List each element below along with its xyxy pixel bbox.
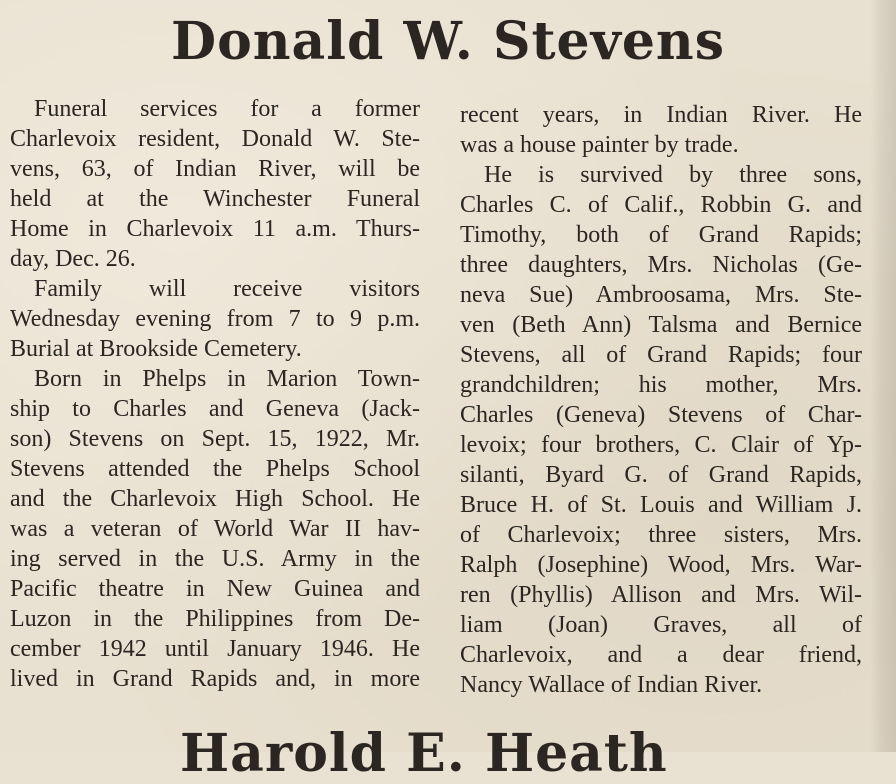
text-line: cember 1942 until January 1946. He	[10, 636, 420, 662]
next-obituary-headline-cropped	[0, 723, 896, 784]
text-line: Ralph (Josephine) Wood, Mrs. War-	[460, 552, 862, 578]
text-line: silanti, Byard G. of Grand Rapids,	[460, 462, 862, 488]
text-line: three daughters, Mrs. Nicholas (Ge-	[460, 252, 862, 278]
text-line: Bruce H. of St. Louis and William J.	[460, 492, 862, 518]
text-line: ven (Beth Ann) Talsma and Bernice	[460, 312, 862, 338]
text-line: Stevens, all of Grand Rapids; four	[460, 342, 862, 368]
text-line: He is survived by three sons,	[484, 162, 862, 188]
text-line: recent years, in Indian River. He	[460, 102, 862, 128]
text-line: was a veteran of World War II hav-	[10, 516, 420, 542]
text-line: liam (Joan) Graves, all of	[460, 612, 862, 638]
text-line: Charlevoix, and a dear friend,	[460, 642, 862, 668]
text-line: Pacific theatre in New Guinea and	[10, 576, 420, 602]
text-line: ship to Charles and Geneva (Jack-	[10, 396, 420, 422]
text-line: Charlevoix resident, Donald W. Ste-	[10, 126, 420, 152]
text-line: Family will receive visitors	[34, 276, 420, 302]
text-line: Wednesday evening from 7 to 9 p.m.	[10, 306, 420, 332]
text-line: lived in Grand Rapids and, in more	[10, 666, 420, 692]
text-line: day, Dec. 26.	[10, 246, 136, 272]
text-line: Stevens attended the Phelps School	[10, 456, 420, 482]
page-edge-shadow	[870, 0, 896, 752]
text-line: neva Sue) Ambroosama, Mrs. Ste-	[460, 282, 862, 308]
text-line: Burial at Brookside Cemetery.	[10, 336, 302, 362]
text-line: Timothy, both of Grand Rapids;	[460, 222, 862, 248]
text-line: Home in Charlevoix 11 a.m. Thurs-	[10, 216, 420, 242]
left-column	[10, 94, 420, 694]
text-line: levoix; four brothers, C. Clair of Yp-	[460, 432, 862, 458]
text-line: son) Stevens on Sept. 15, 1922, Mr.	[10, 426, 420, 452]
next-obituary-headline: Harold E. Heath	[180, 723, 668, 784]
text-line: held at the Winchester Funeral	[10, 186, 420, 212]
obituary-headline: Donald W. Stevens	[170, 11, 726, 72]
text-line: Charles (Geneva) Stevens of Char-	[460, 402, 862, 428]
text-line: Nancy Wallace of Indian River.	[460, 672, 763, 698]
text-line: vens, 63, of Indian River, will be	[10, 156, 420, 182]
right-column	[460, 100, 862, 700]
text-line: Charles C. of Calif., Robbin G. and	[460, 192, 862, 218]
text-line: Funeral services for a former	[34, 96, 420, 122]
text-line: of Charlevoix; three sisters, Mrs.	[460, 522, 862, 548]
text-line: was a house painter by trade.	[460, 132, 739, 158]
text-line: Born in Phelps in Marion Town-	[34, 366, 420, 392]
text-line: and the Charlevoix High School. He	[10, 486, 420, 512]
text-line: ren (Phyllis) Allison and Mrs. Wil-	[460, 582, 862, 608]
text-line: ing served in the U.S. Army in the	[10, 546, 420, 572]
text-line: grandchildren; his mother, Mrs.	[460, 372, 862, 398]
text-line: Luzon in the Philippines from De-	[10, 606, 420, 632]
